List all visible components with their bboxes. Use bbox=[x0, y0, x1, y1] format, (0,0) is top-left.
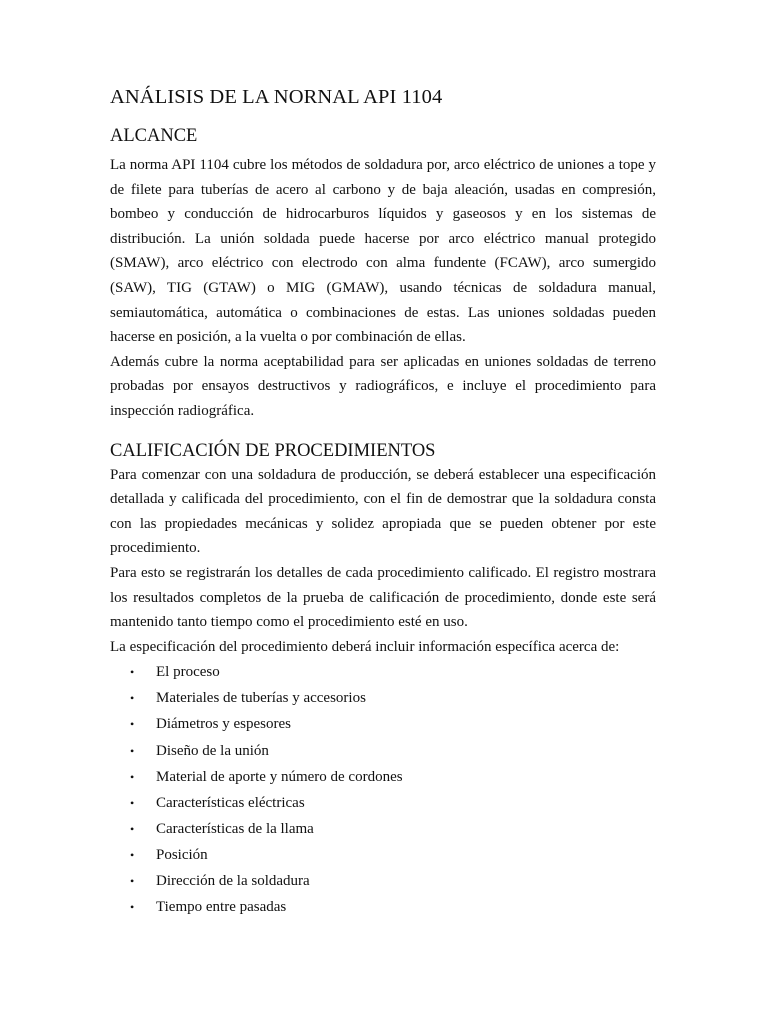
list-item bbox=[110, 816, 656, 842]
list-item bbox=[110, 894, 656, 920]
list-item bbox=[110, 790, 656, 816]
list-item-text: Características eléctricas bbox=[156, 794, 305, 811]
bullet-icon: • bbox=[130, 821, 135, 836]
bullet-icon: • bbox=[130, 795, 135, 810]
list-item-text: Diseño de la unión bbox=[156, 742, 269, 759]
bullet-icon: • bbox=[130, 847, 135, 862]
list-item bbox=[110, 764, 656, 790]
bullet-icon: • bbox=[130, 717, 135, 732]
alcance-paragraph-2: Además cubre la norma aceptabilidad para ser aplicadas en uniones soldadas de terreno probadas por ensayos destructivos y radiográficos, e incluye el procedimiento para inspección radiográfica. bbox=[110, 353, 656, 419]
calificacion-paragraph-1: Para comenzar con una soldadura de producción, se deberá establecer una especificación detallada y calificada del procedimiento, con el fin de demostrar que la soldadura consta con las propiedades mecánicas y solidez apropiada que se pueden obtener por este procedimiento. bbox=[110, 466, 656, 557]
alcance-paragraph-1: La norma API 1104 cubre los métodos de soldadura por, arco eléctrico de uniones a tope y de filete para tuberías de acero al carbono y de baja aleación, usadas en compresión, bombeo y conducción de hidrocarburos líquidos y gaseosos y en los sistemas de distribución. La unión soldada puede hacerse por arco eléctrico manual protegido (SMAW), arco eléctrico con electrodo con alma fundente (FCAW), arco sumergido (SAW), TIG (GTAW) o MIG (GMAW), usando técnicas de soldadura manual, semiautomática, automática o combinaciones de estas. Las uniones soldadas pueden hacerse en posición, a la vuelta o por combinación de ellas. bbox=[110, 157, 656, 346]
list-item bbox=[110, 659, 656, 685]
list-item bbox=[110, 842, 656, 868]
section-heading-alcance: ALCANCE bbox=[110, 126, 198, 146]
calificacion-paragraph-3: La especificación del procedimiento deberá incluir información específica acerca de: bbox=[110, 638, 620, 655]
bullet-icon: • bbox=[130, 743, 135, 758]
section-heading-calificacion: CALIFICACIÓN DE PROCEDIMIENTOS bbox=[110, 440, 436, 461]
calificacion-paragraph-2: Para esto se registrarán los detalles de cada procedimiento calificado. El registro mostrara los resultados completos de la prueba de calificación de procedimiento, donde este será mantenido tanto tiempo como el procedimiento esté en uso. bbox=[110, 564, 656, 631]
document-body bbox=[110, 84, 656, 920]
list-item-text: Materiales de tuberías y accesorios bbox=[156, 690, 366, 707]
list-item bbox=[110, 738, 656, 764]
list-item bbox=[110, 711, 656, 737]
bullet-icon: • bbox=[130, 691, 135, 706]
list-item-text: Posición bbox=[156, 846, 208, 863]
document-title: ANÁLISIS DE LA NORNAL API 1104 bbox=[110, 86, 443, 108]
list-item-text: El proceso bbox=[156, 664, 220, 681]
list-item bbox=[110, 685, 656, 711]
list-item-text: Características de la llama bbox=[156, 820, 314, 837]
bullet-icon: • bbox=[130, 665, 135, 680]
list-item-text: Diámetros y espesores bbox=[156, 716, 291, 733]
list-item-text: Dirección de la soldadura bbox=[156, 873, 310, 890]
procedure-bullet-list bbox=[110, 659, 656, 920]
bullet-icon: • bbox=[130, 874, 135, 889]
list-item-text: Tiempo entre pasadas bbox=[156, 899, 287, 916]
list-item bbox=[110, 868, 656, 894]
bullet-icon: • bbox=[130, 769, 135, 784]
bullet-icon: • bbox=[130, 900, 135, 915]
list-item-text: Material de aporte y número de cordones bbox=[156, 768, 403, 785]
